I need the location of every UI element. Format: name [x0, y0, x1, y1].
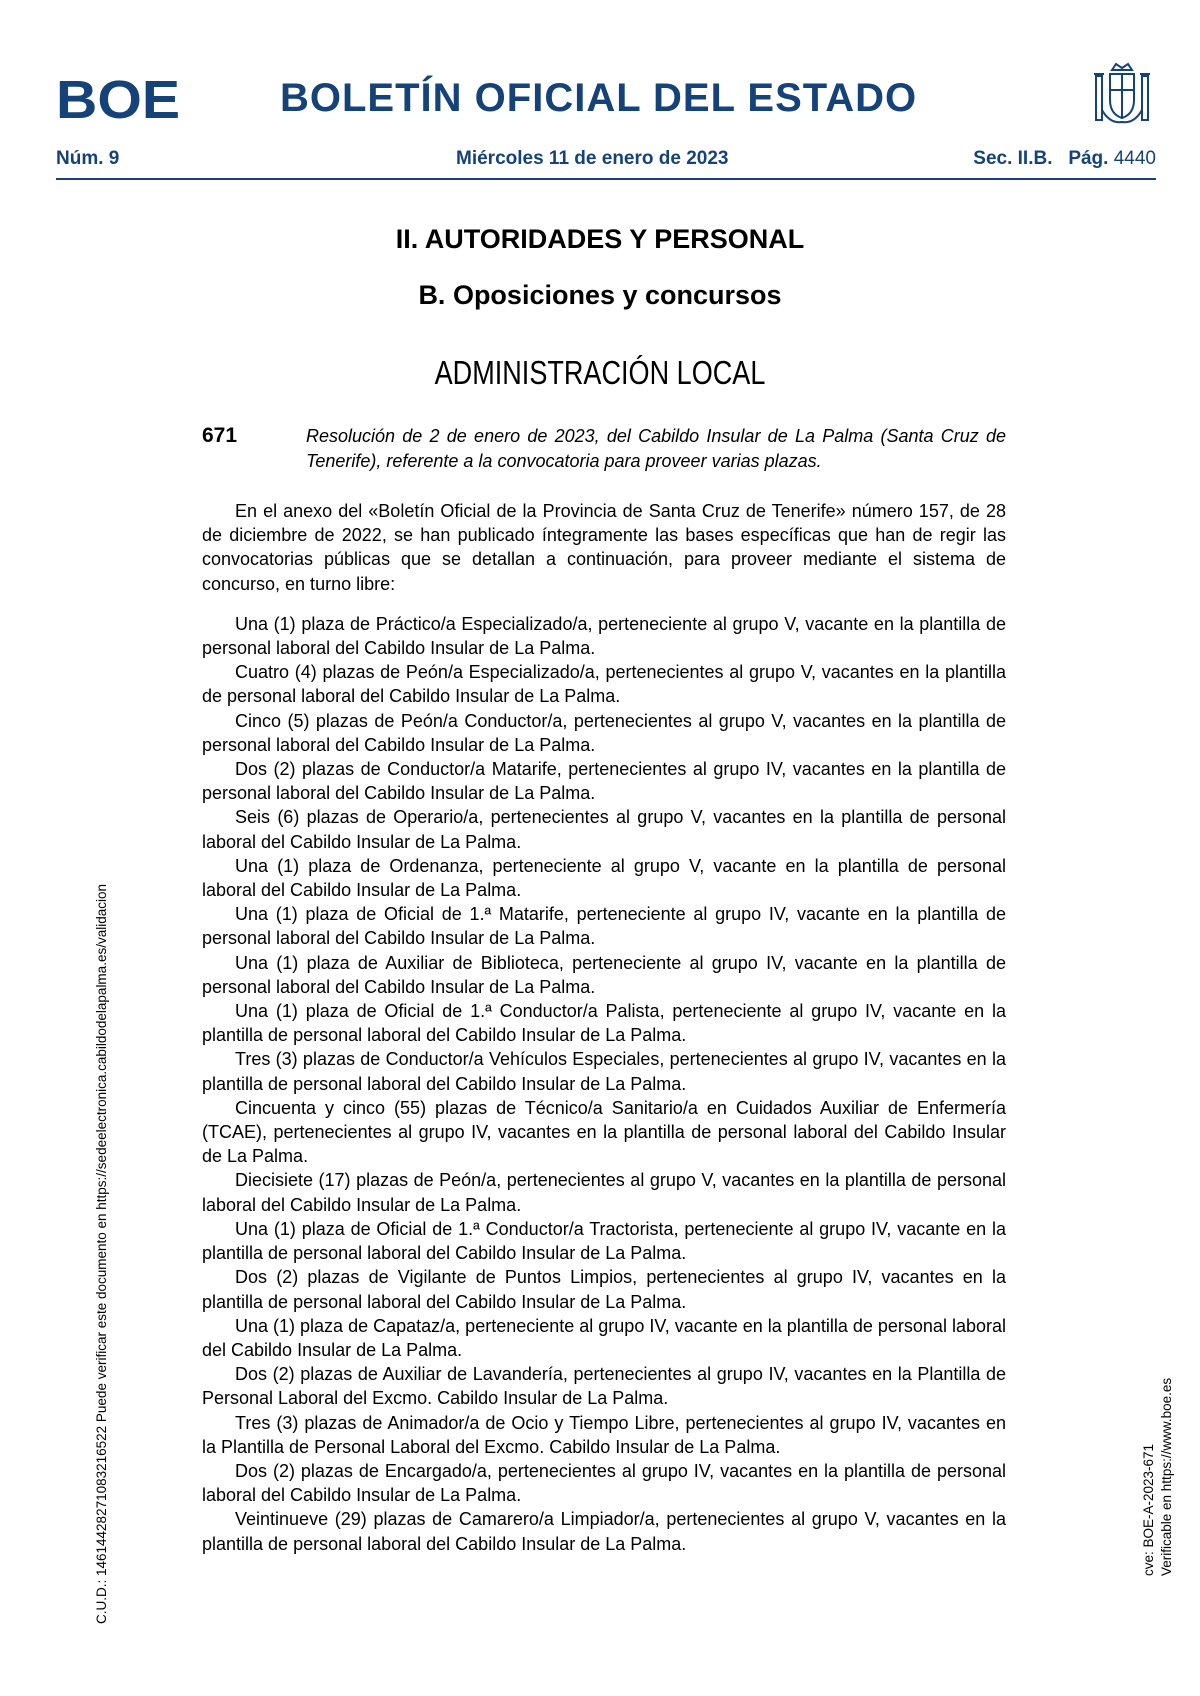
document-summary: Resolución de 2 de enero de 2023, del Cabildo Insular de La Palma (Santa Cruz de Tenerife), referente a la convocatoria para proveer varias plazas. [306, 426, 1006, 471]
section-title: II. AUTORIDADES Y PERSONAL [395, 224, 805, 254]
section-page-info [973, 148, 1156, 170]
position-item: Una (1) plaza de Ordenanza, perteneciente al grupo V, vacante en la plantilla de personal laboral del Cabildo Insular de La Palma. [202, 855, 1006, 901]
position-item: Veintinueve (29) plazas de Camarero/a Limpiador/a, pertenecientes al grupo V, vacantes en la plantilla de personal laboral del Cabildo Insular de La Palma. [202, 1509, 1006, 1554]
position-item: Diecisiete (17) plazas de Peón/a, pertenecientes al grupo V, vacantes en la plantilla de personal laboral del Cabildo Insular de La Palma. [202, 1170, 1006, 1215]
gazette-title: BOLETÍN OFICIAL DEL ESTADO [280, 76, 918, 120]
page-label: Pág. [1068, 148, 1109, 169]
position-item: Una (1) plaza de Auxiliar de Biblioteca, perteneciente al grupo IV, vacante en la plantilla de personal laboral del Cabildo Insular de La Palma. [202, 952, 1006, 997]
position-item: Una (1) plaza de Oficial de 1.ª Conductor/a Palista, perteneciente al grupo IV, vacante en la plantilla de personal laboral del Cabildo Insular de La Palma. [202, 1001, 1006, 1046]
position-item: Cinco (5) plazas de Peón/a Conductor/a, pertenecientes al grupo V, vacantes en la plantilla de personal laboral del Cabildo Insular de La Palma. [202, 710, 1006, 755]
administration-title: ADMINISTRACIÓN LOCAL [434, 354, 766, 391]
position-item: Tres (3) plazas de Conductor/a Vehículos Especiales, pertenecientes al grupo IV, vacantes en la plantilla de personal laboral del Cabildo Insular de La Palma. [202, 1049, 1006, 1094]
position-item: Una (1) plaza de Práctico/a Especializado/a, perteneciente al grupo V, vacante en la plantilla de personal laboral del Cabildo Insular de La Palma. [202, 613, 1006, 659]
position-item: Dos (2) plazas de Encargado/a, pertenecientes al grupo IV, vacantes en la plantilla de personal laboral del Cabildo Insular de La Palma. [202, 1460, 1006, 1506]
verifiable-link-text: Verificable en https://www.boe.es [1159, 1377, 1174, 1576]
coat-of-arms-icon [1090, 60, 1154, 128]
subsection-title: B. Oposiciones y concursos [418, 280, 782, 310]
boe-logo-text: BOE [56, 72, 180, 122]
intro-paragraph: En el anexo del «Boletín Oficial de la Provincia de Santa Cruz de Tenerife» número 157, de 28 de diciembre de 2022, se han publicado íntegramente las bases específicas que han de regir las convocatorias públicas que se detallan a continuación, para proveer mediante el sistema de concurso, en turno libre: [202, 501, 1006, 594]
position-item: Seis (6) plazas de Operario/a, pertenecientes al grupo V, vacantes en la plantilla de personal laboral del Cabildo Insular de La Palma. [202, 807, 1006, 852]
document-body [202, 499, 1006, 1556]
boe-logo [56, 72, 180, 122]
verification-link-text: C.U.D.: 14614428271083216522 Puede verificar este documento en https://sedeelectronica.cabildodelapalma.es/validacion [94, 884, 109, 1624]
position-item: Cincuenta y cinco (55) plazas de Técnico/a Sanitario/a en Cuidados Auxiliar de Enfermería (TCAE), pertenecientes al grupo IV, vacantes en la plantilla de personal laboral del Cabildo Insular de La Palma. [202, 1097, 1006, 1167]
position-item: Tres (3) plazas de Animador/a de Ocio y Tiempo Libre, pertenecientes al grupo IV, vacantes en la Plantilla de Personal Laboral del Excmo. Cabildo Insular de La Palma. [202, 1412, 1006, 1457]
page-number: 4440 [1113, 148, 1156, 169]
document-number: 671 [202, 424, 238, 447]
position-item: Cuatro (4) plazas de Peón/a Especializado/a, pertenecientes al grupo V, vacantes en la plantilla de personal laboral del Cabildo Insular de La Palma. [202, 662, 1006, 707]
position-item: Una (1) plaza de Oficial de 1.ª Matarife, perteneciente al grupo IV, vacante en la plantilla de personal laboral del Cabildo Insular de La Palma. [202, 904, 1006, 949]
position-item: Dos (2) plazas de Conductor/a Matarife, pertenecientes al grupo IV, vacantes en la plantilla de personal laboral del Cabildo Insular de La Palma. [202, 759, 1006, 804]
position-item: Dos (2) plazas de Vigilante de Puntos Limpios, pertenecientes al grupo IV, vacantes en la plantilla de personal laboral del Cabildo Insular de La Palma. [202, 1267, 1006, 1312]
section-code: Sec. II.B. [973, 148, 1053, 169]
issue-number: Núm. 9 [56, 148, 120, 169]
issue-date: Miércoles 11 de enero de 2023 [456, 148, 729, 169]
header-divider [56, 178, 1156, 180]
cve-code: cve: BOE-A-2023-671 [1141, 1443, 1156, 1576]
position-item: Una (1) plaza de Oficial de 1.ª Conductor/a Tractorista, perteneciente al grupo IV, vacante en la plantilla de personal laboral del Cabildo Insular de La Palma. [202, 1218, 1006, 1264]
position-item: Una (1) plaza de Capataz/a, perteneciente al grupo IV, vacante en la plantilla de personal laboral del Cabildo Insular de La Palma. [202, 1315, 1006, 1360]
position-item: Dos (2) plazas de Auxiliar de Lavandería, pertenecientes al grupo IV, vacantes en la Plantilla de Personal Laboral del Excmo. Cabildo Insular de La Palma. [202, 1364, 1006, 1409]
